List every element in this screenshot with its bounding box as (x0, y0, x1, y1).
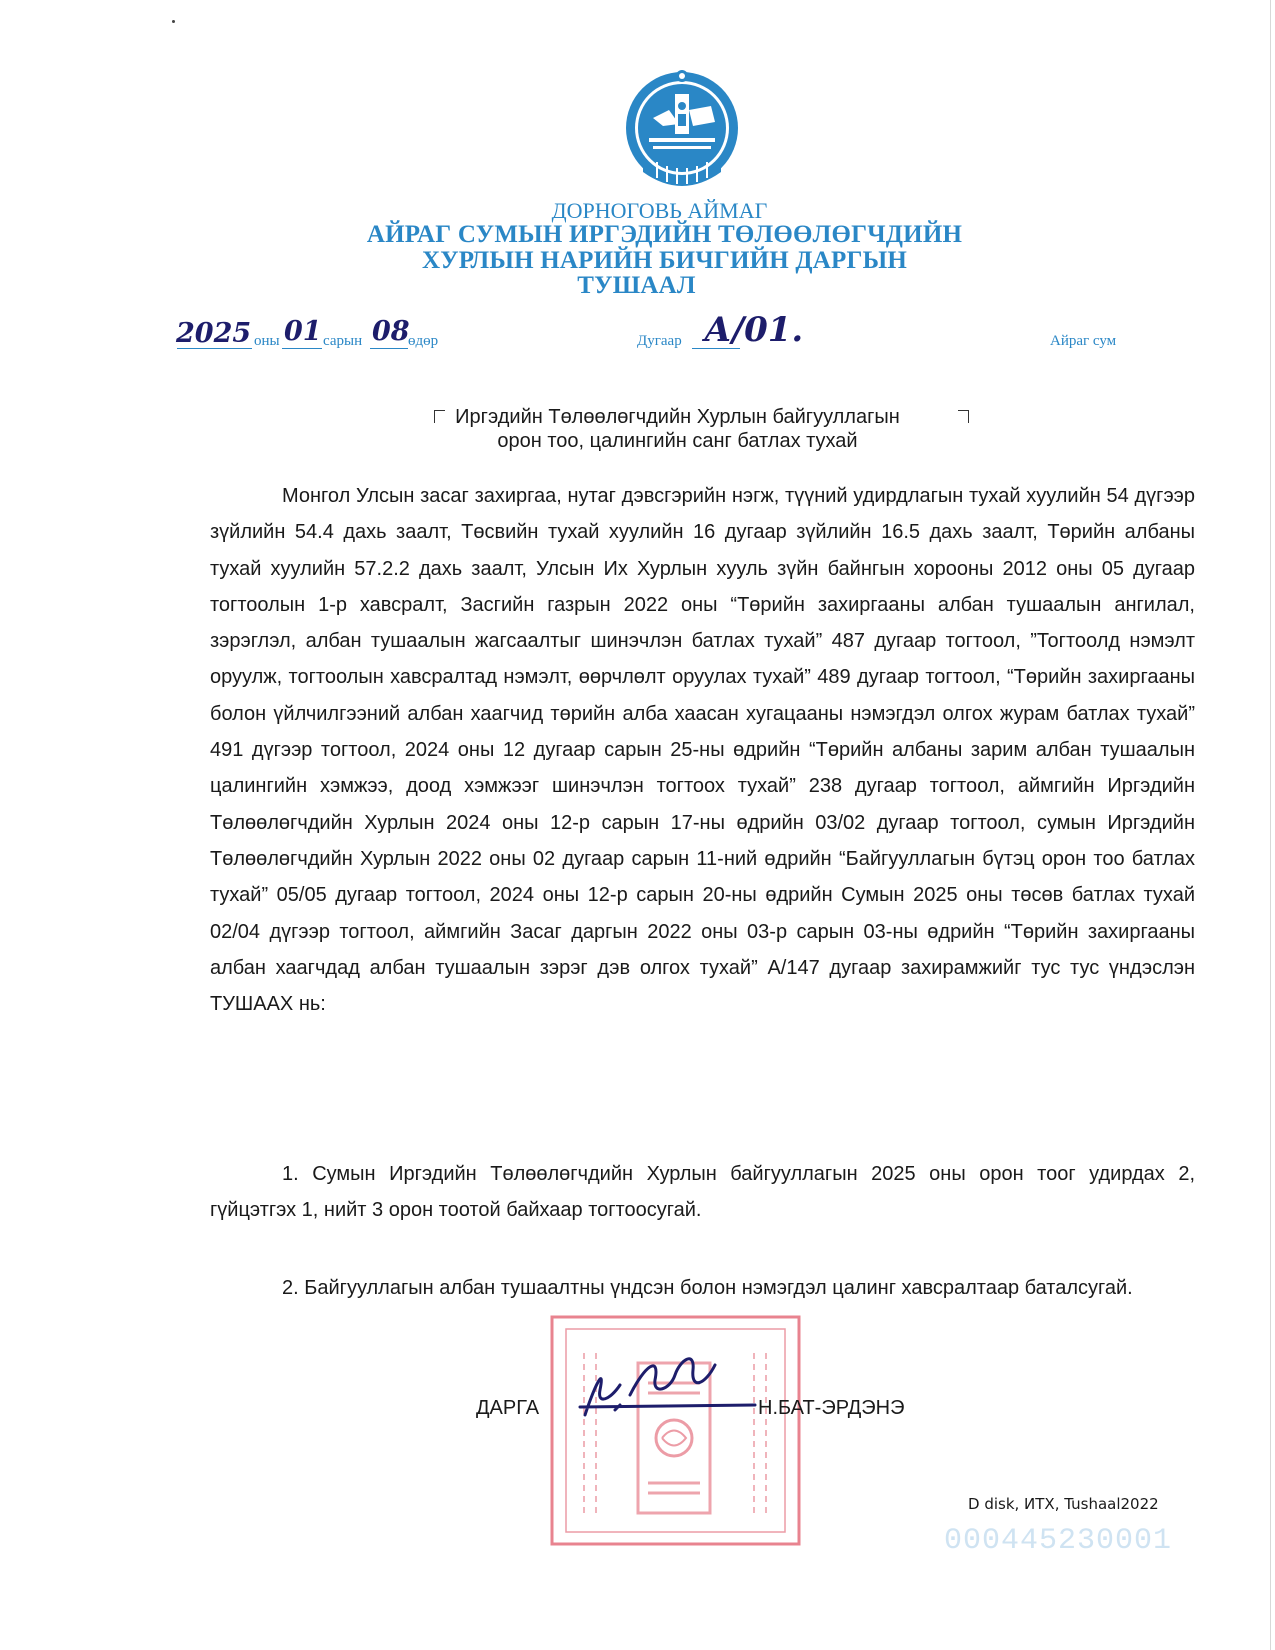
signatory-role: ДАРГА (476, 1397, 540, 1419)
aimag-name: ДОРНОГОВЬ АЙМАГ (551, 198, 768, 223)
document-type: ТУШААЛ (577, 272, 696, 299)
preamble-paragraph: Монгол Улсын засаг захиргаа, нутаг дэвсгэрийн нэгж, түүний удирдлагын тухай хуулийн 54 дүгээр зүйлийн 54.4 дахь заалт, Төсвийн тухай хуулийн 16 дугаар зүйлийн 16.5 дахь заалт, Төрийн албаны тухай хуулийн 57.2.2 дахь заалт, Улсын Их Хурлын хууль зүйн байнгын хорооны 2012 оны 05 дугаар тогтоолын 1-р хавсралт, Засгийн газрын 2022 оны “Төрийн захиргааны албан тушаалын ангилал, зэрэглэл, албан тушаалын жагсаалтыг шинэчлэн батлах тухай” 487 дугаар тогтоол, ”Тогтоолд нэмэлт оруулж, тогтоолын хавсралтад нэмэлт, өөрчлөлт оруулах тухай” 489 дугаар тогтоол, “Төрийн захиргааны болон үйлчилгээний албан хаагчид төрийн алба хаасан хугацааны нэмэгдэл олгох журам батлах тухай” 491 дүгээр тогтоол, 2024 оны 12 дугаар сарын 25-ны өдрийн “Төрийн албаны зарим албан тушаалын цалингийн хэмжээ, доод хэмжээг шинэчлэн тогтоох тухай” 238 дугаар тогтоол, аймгийн Иргэдийн Төлөөлөгчдийн Хурлын 2024 оны 12-р сарын 17-ны өдрийн 03/02 дугаар тогтоол, сумын Иргэдийн Төлөөлөгчдийн Хурлын 2022 оны 02 дугаар сарын 11-ний өдрийн “Байгууллагын бүтэц орон тоо батлах тухай” 05/05 дугаар тогтоол, 2024 оны 12-р сарын 20-ны өдрийн Сумын 2025 оны төсөв батлах тухай 02/04 дүгээр тогтоол, аймгийн Засаг даргын 2022 оны 03-р сарын 03-ны өдрийн “Төрийн захиргааны албан хаагчдад албан тушаалын зэрэг дэв олгох тухай” А/147 дугаар захирамжийг тус тус үндэслэн ТУШААХ нь: (210, 485, 1195, 1016)
year-label: оны (254, 333, 280, 349)
number-handwritten: А/01. (704, 310, 804, 350)
order-item-2: 2. Байгууллагын албан тушаалтны үндсэн болон нэмэгдэл цалинг хавсралтаар баталсугай. (282, 1277, 1133, 1299)
year-handwritten: 2025 (176, 318, 252, 349)
state-emblem-icon (623, 66, 741, 194)
signatory-name: Н.БАТ-ЭРДЭНЭ (758, 1397, 905, 1419)
number-label: Дугаар (637, 333, 682, 349)
handwritten-signature (575, 1345, 775, 1435)
order-item-1: 1. Сумын Иргэдийн Төлөөлөгчдийн Хурлын байгууллагын 2025 оны орон тоог удирдах 2, гүйцэтгэх 1, нийт 3 орон тоотой байхаар тогтоосугай. (210, 1163, 1195, 1222)
scan-speck (172, 20, 175, 23)
subject-line-1: Иргэдийн Төлөөлөгчдийн Хурлын байгууллагын (455, 406, 900, 428)
header-line-1: АЙРАГ СУМЫН ИРГЭДИЙН ТӨЛӨӨЛӨГЧДИЙН (366, 221, 963, 248)
serial-number-stamp: 000445230001 (944, 1524, 1173, 1558)
date-number-row (0, 310, 1275, 364)
day-handwritten: 08 (372, 316, 410, 347)
month-label: сарын (323, 333, 363, 349)
subject-line-2: орон тоо, цалингийн санг батлах тухай (497, 430, 858, 452)
month-handwritten: 01 (284, 316, 322, 347)
header-line-2: ХУРЛЫН НАРИЙН БИЧГИЙН ДАРГЫН (422, 247, 907, 274)
file-path-note: D disk, ИТХ, Tushaal2022 (968, 1495, 1159, 1513)
day-label: өдөр (408, 333, 439, 349)
place-label: Айраг сум (1050, 333, 1117, 349)
